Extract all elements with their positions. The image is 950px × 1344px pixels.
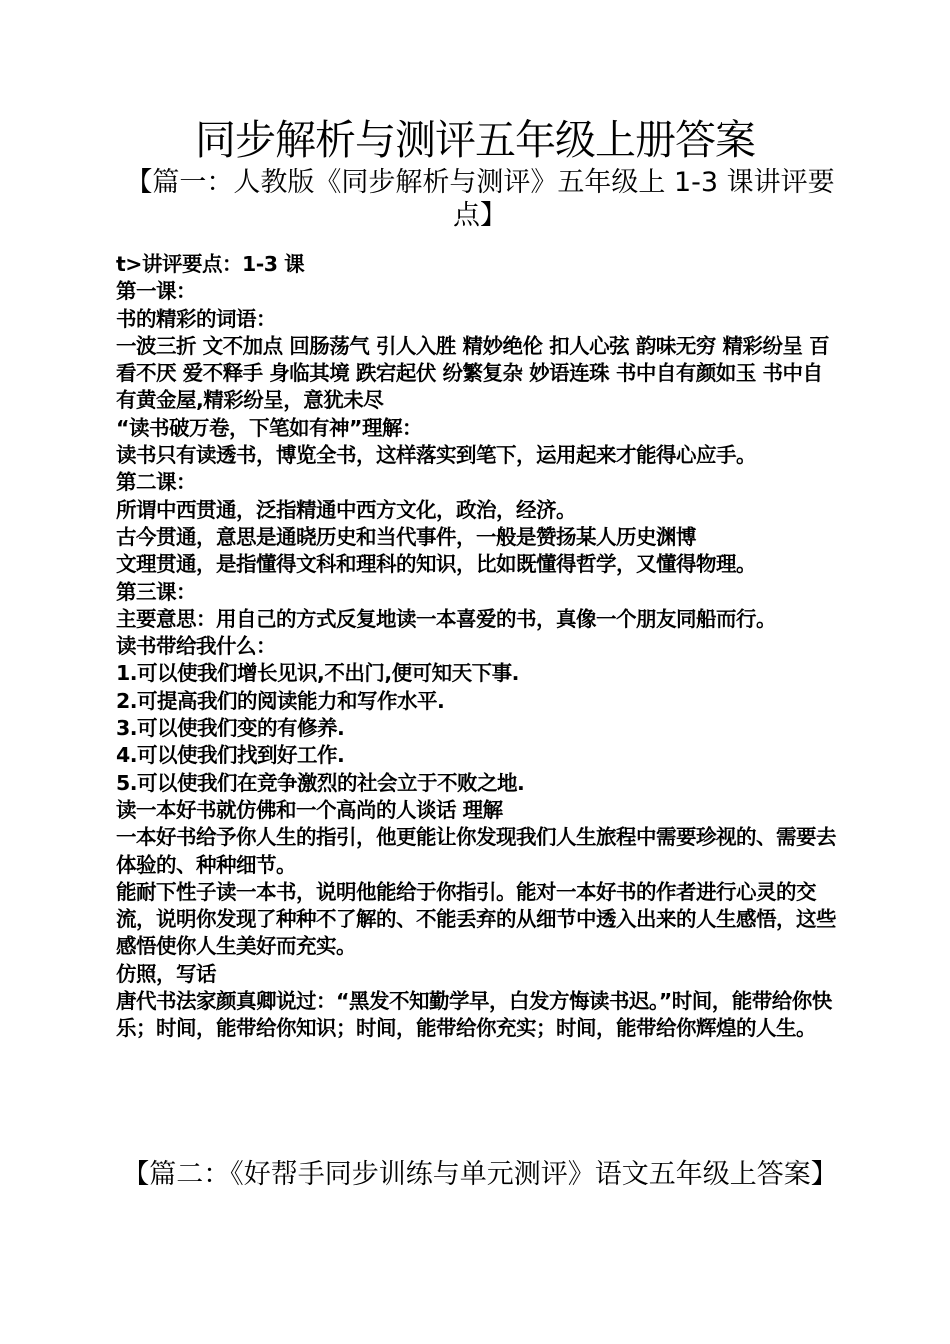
section-heading-1: 【篇一：人教版《同步解析与测评》五年级上 1-3 课讲评要点】 xyxy=(125,167,835,231)
paragraph-line: 能耐下性子读一本书，说明他能给于你指引。能对一本好书的作者进行心灵的交流，说明你发现了种种不了解的、不能丢弃的从细节中透入出来的人生感悟，这些感悟使你人生美好而充实。 xyxy=(116,879,836,959)
section-heading-2: 【篇二：《好帮手同步训练与单元测评》语文五年级上答案】 xyxy=(122,1159,838,1190)
paragraph-line: 唐代书法家颜真卿说过：“黑发不知勤学早，白发方悔读书迟。”时间，能带给你快乐；时间，能带给你知识；时间，能带给你充实；时间，能带给你辉煌的人生。 xyxy=(116,989,832,1041)
paragraph-line: 读书带给我什么： xyxy=(116,634,276,659)
paragraph-line: 读书只有读透书，博览全书，这样落实到笔下，运用起来才能得心应手。 xyxy=(116,443,756,468)
paragraph-line: 第一课： xyxy=(116,279,196,304)
paragraph-line: “读书破万卷，下笔如有神”理解： xyxy=(116,415,422,440)
paragraph-line: 书的精彩的词语： xyxy=(116,306,276,331)
paragraph-line: 一本好书给予你人生的指引，他更能让你发现我们人生旅程中需要珍视的、需要去体验的、种种细节。 xyxy=(116,825,836,877)
paragraph-line: 第三课： xyxy=(116,579,196,604)
paragraph-line: 所谓中西贯通，泛指精通中西方文化，政治，经济。 xyxy=(116,497,576,522)
paragraph-line: 主要意思：用自己的方式反复地读一本喜爱的书，真像一个朋友同船而行。 xyxy=(116,606,776,631)
paragraph-line: t>讲评要点：1-3 课 xyxy=(116,252,305,276)
list-item: 3.可以使我们变的有修养. xyxy=(116,716,345,741)
paragraph-line: 一波三折 文不加点 回肠荡气 引人入胜 精妙绝伦 扣人心弦 韵味无穷 精彩纷呈 百看不厌 爱不释手 身临其境 跌宕起伏 纷繁复杂 妙语连珠 书中自有颜如玉 书中自有黄金屋,精彩纷呈，意犹未尽 xyxy=(116,333,830,413)
list-item: 4.可以使我们找到好工作. xyxy=(116,743,345,768)
list-item: 5.可以使我们在竞争激烈的社会立于不败之地. xyxy=(116,770,525,795)
list-item: 2.可提高我们的阅读能力和写作水平. xyxy=(116,688,445,713)
paragraph-line: 仿照，写话 xyxy=(116,961,216,986)
list-item: 1.可以使我们增长见识,不出门,便可知天下事. xyxy=(116,661,519,686)
body-text xyxy=(116,251,838,1043)
page-title: 同步解析与测评五年级上册答案 xyxy=(195,116,755,164)
paragraph-line: 第二课： xyxy=(116,470,196,495)
paragraph-line: 读一本好书就仿佛和一个高尚的人谈话 理解 xyxy=(116,797,503,822)
paragraph-line: 文理贯通，是指懂得文科和理科的知识，比如既懂得哲学，又懂得物理。 xyxy=(116,552,756,577)
paragraph-line: 古今贯通，意思是通晓历史和当代事件，一般是赞扬某人历史渊博 xyxy=(116,524,696,549)
